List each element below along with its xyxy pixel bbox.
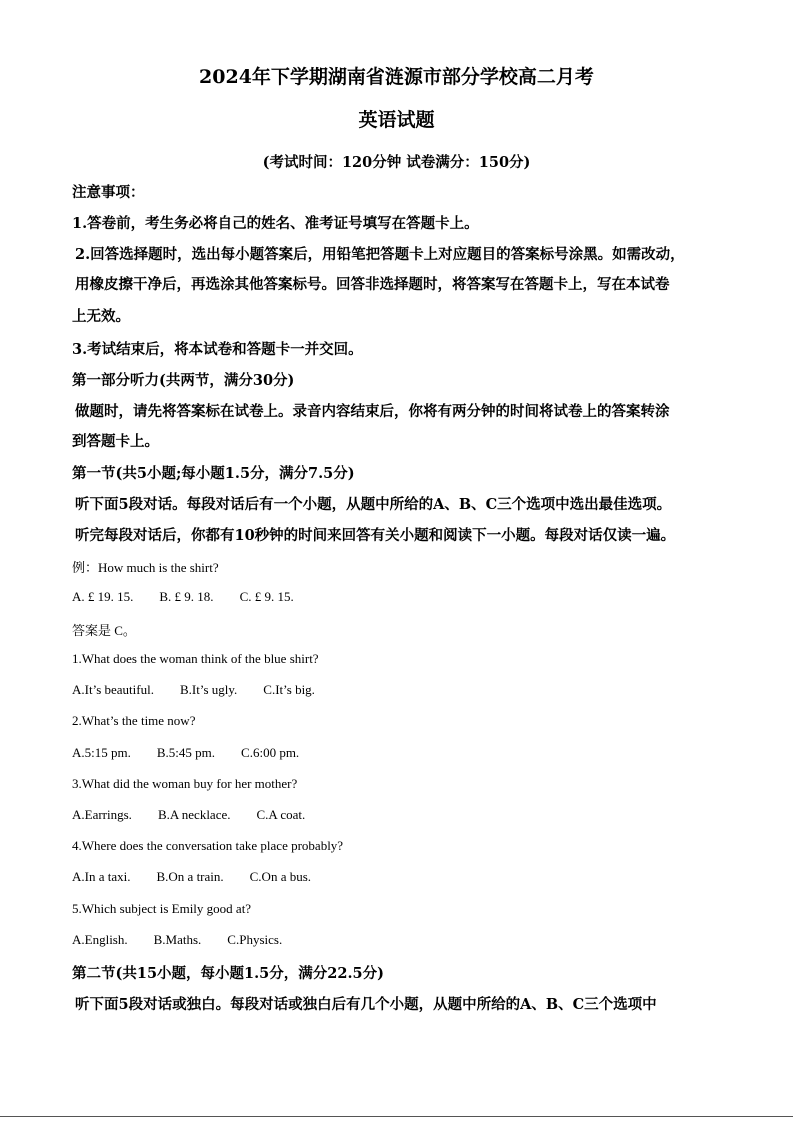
option-a: A.5:15 pm. — [72, 745, 131, 760]
question-3: 3.What did the woman buy for her mother? — [72, 776, 298, 791]
note-item-2-line-1: 2.回答选择题时，选出每小题答案后，用铅笔把答题卡上对应题目的答案标号涂黑。如需改动， — [75, 246, 685, 263]
example-answer: 答案是 C。 — [72, 623, 136, 638]
option-c: C.6:00 pm. — [241, 745, 300, 760]
part1-heading: 第一部分听力(共两节，满分30分) — [72, 372, 295, 389]
question-5: 5.Which subject is Emily good at? — [72, 901, 252, 916]
question-3-options — [72, 807, 331, 823]
question-4-options — [72, 869, 337, 885]
note-item-2-line-2: 用橡皮擦干净后，再选涂其他答案标号。回答非选择题时，将答案写在答题卡上，写在本试卷 — [75, 276, 670, 293]
part1-intro-line-1: 做题时，请先将答案标在试卷上。录音内容结束后，你将有两分钟的时间将试卷上的答案转涂 — [75, 403, 670, 420]
page-bottom-rule — [0, 1116, 793, 1117]
note-item-2-line-3: 上无效。 — [72, 308, 130, 325]
option-b: B.On a train. — [156, 869, 224, 884]
option-a: A.English. — [72, 932, 128, 947]
question-1-options — [72, 682, 341, 698]
option-c: C.Physics. — [227, 932, 283, 947]
note-item-1: 1.答卷前，考生务必将自己的姓名、准考证号填写在答题卡上。 — [72, 215, 479, 232]
exam-info: (考试时间：120分钟 试卷满分：150分) — [262, 154, 531, 171]
option-c: C.On a bus. — [249, 869, 312, 884]
option-c: C.A coat. — [256, 807, 306, 822]
exam-subject: 英语试题 — [358, 109, 435, 131]
note-item-3: 3.考试结束后，将本试卷和答题卡一并交回。 — [72, 341, 363, 358]
part1-intro-line-2: 到答题卡上。 — [72, 433, 159, 450]
notes-heading: 注意事项： — [72, 184, 145, 201]
example-options — [72, 589, 320, 605]
question-4: 4.Where does the conversation take place probably? — [72, 838, 344, 853]
section1-instr-line-2: 听完每段对话后，你都有10秒钟的时间来回答有关小题和阅读下一小题。每段对话仅读一遍。 — [75, 527, 676, 544]
section1-heading: 第一节(共5小题;每小题1.5分，满分7.5分) — [72, 465, 355, 482]
option-a: A.It’s beautiful. — [72, 682, 154, 697]
option-b: B.Maths. — [153, 932, 202, 947]
option-a: A.In a taxi. — [72, 869, 131, 884]
option-b: B.It’s ugly. — [179, 682, 238, 697]
exam-title: 2024年下学期湖南省涟源市部分学校高二月考 — [199, 66, 594, 88]
option-b: B.A necklace. — [157, 807, 231, 822]
option-a: A.Earrings. — [72, 807, 132, 822]
section1-instr-line-1: 听下面5段对话。每段对话后有一个小题，从题中所给的A、B、C三个选项中选出最佳选项。 — [75, 496, 672, 513]
example-option-a: A. £ 19. 15. — [72, 589, 134, 604]
example-option-c: C. £ 9. 15. — [239, 589, 294, 604]
question-5-options — [72, 932, 308, 948]
option-c: C.It’s big. — [263, 682, 315, 697]
section2-heading: 第二节(共15小题，每小题1.5分，满分22.5分) — [72, 965, 384, 982]
question-2-options — [72, 745, 325, 761]
question-2: 2.What’s the time now? — [72, 713, 196, 728]
example-option-b: B. £ 9. 18. — [159, 589, 214, 604]
section2-instr-line-1: 听下面5段对话或独白。每段对话或独白后有几个小题，从题中所给的A、B、C三个选项中 — [75, 996, 657, 1013]
example-question: 例：How much is the shirt? — [72, 560, 219, 575]
question-1: 1.What does the woman think of the blue shirt? — [72, 651, 319, 666]
option-b: B.5:45 pm. — [156, 745, 216, 760]
